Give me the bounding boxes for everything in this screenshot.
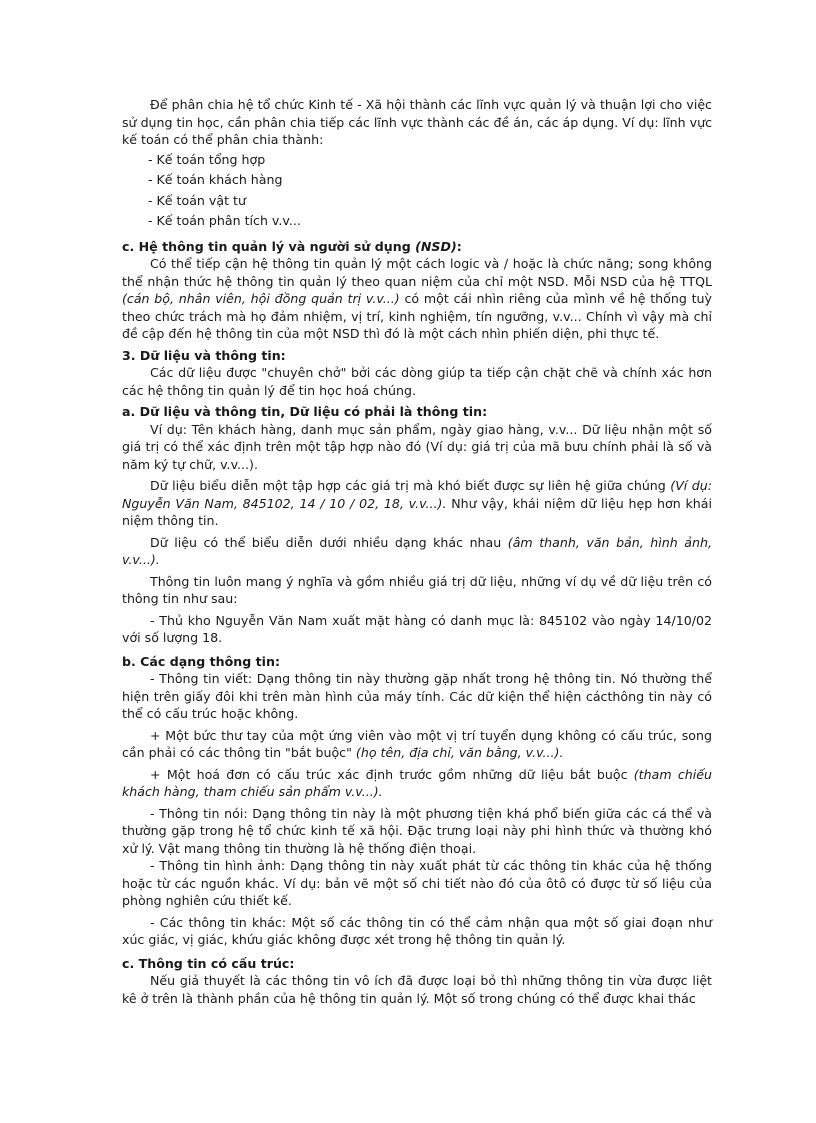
paragraph: - Thông tin viết: Dạng thông tin này thường gặp nhất trong hệ thông tin. Nó thường thể hiện trên giấy đôi khi trên màn hình của máy tính. Các dữ kiện thể hiện cácthông tin này có thể có cấu trúc hoặc không. (122, 671, 712, 721)
paragraph: Ví dụ: Tên khách hàng, danh mục sản phẩm, ngày giao hàng, v.v... Dữ liệu nhận một số giá trị có thể xác định trên một tập hợp nào đó (Ví dụ: giá trị của mã bưu chính phải là số và năm ký tự chữ, v.v...). (122, 421, 712, 472)
paragraph: + Một hoá đơn có cấu trúc xác định trước gồm những dữ liệu bắt buộc (tham chiếu khách hàng, tham chiếu sản phẩm v.v...). (122, 766, 712, 799)
paragraph: - Thông tin hình ảnh: Dạng thông tin này xuất phát từ các thông tin khác của hệ thống hoặc từ các nguồn khác. Ví dụ: bản vẽ một số chi tiết nào đó của ôtô có được từ số liệu của phòng nghiên cứu thiết kế. (122, 858, 712, 908)
section-heading-info-types: b. Các dạng thông tin: (122, 653, 280, 669)
paragraph: + Một bức thư tay của một ứng viên vào một vị trí tuyển dụng không có cấu trúc, song cần phải có các thông tin "bắt buộc" (họ tên, địa chỉ, văn bằng, v.v...). (122, 727, 712, 760)
accounting-list (122, 150, 712, 232)
list-item: - Kế toán phân tích v.v... (148, 213, 301, 228)
paragraph: - Thủ kho Nguyễn Văn Nam xuất mặt hàng có danh mục là: 845102 vào ngày 14/10/02 với số lượng 18. (122, 612, 712, 645)
section-heading-mis-users: c. Hệ thông tin quản lý và người sử dụng (NSD): (122, 238, 462, 254)
section-heading-data-info: 3. Dữ liệu và thông tin: (122, 347, 286, 363)
list-item: - Kế toán tổng hợp (148, 151, 266, 167)
intro-paragraph: Để phân chia hệ tổ chức Kinh tế - Xã hội thành các lĩnh vực quản lý và thuận lợi cho việc sử dụng tin học, cần phân chia tiếp các lĩnh vực thành các đề án, các áp dụng. Ví dụ: lĩnh vực kế toán có thể phân chia thành: (122, 97, 712, 147)
paragraph: Các dữ liệu được "chuyên chở" bởi các dòng giúp ta tiếp cận chặt chẽ và chính xác hơn các hệ thông tin quản lý để tin học hoá chúng. (122, 365, 712, 398)
paragraph: Nếu giả thuyết là các thông tin vô ích đã được loại bỏ thì những thông tin vừa được liệt kê ở trên là thành phần của hệ thông tin quản lý. Một số trong chúng có thể được khai thác (122, 973, 712, 1006)
paragraph: Dữ liệu có thể biểu diễn dưới nhiều dạng khác nhau (âm thanh, văn bản, hình ảnh, v.v...). (122, 534, 712, 567)
paragraph: - Các thông tin khác: Một số các thông tin có thể cảm nhận qua một số giai đoạn như xúc giác, vị giác, khứu giác không được xét trong hệ thông tin quản lý. (122, 914, 712, 947)
paragraph: Có thể tiếp cận hệ thông tin quản lý một cách logic và / hoặc là chức năng; song không thể nhận thức hệ thông tin quản lý theo quan niệm của chỉ một NSD. Mỗi NSD của hệ TTQL (cán bộ, nhân viên, hội đồng quản trị v.v...) có một cái nhìn riêng của mình về hệ thống tuỳ theo chức trách mà họ đảm nhiệm, vị trí, kinh nghiệm, tín ngưỡng, v.v... Chính vì vậy mà chỉ đề cập đến hệ thông tin của một NSD thì đó là một cách nhìn phiến diện, phi thực tế. (122, 256, 712, 341)
document-page (122, 96, 712, 1007)
list-item: - Kế toán vật tư (148, 192, 246, 208)
list-item: - Kế toán khách hàng (148, 172, 283, 187)
section-heading-structured-info: c. Thông tin có cấu trúc: (122, 955, 295, 971)
paragraph: Dữ liệu biểu diễn một tập hợp các giá trị mà khó biết được sự liên hệ giữa chúng (Ví dụ: Nguyễn Văn Nam, 845102, 14 / 10 / 02, 18, v.v...). Như vậy, khái niệm dữ liệu hẹp hơn khái niệm thông tin. (122, 478, 712, 528)
paragraph: - Thông tin nói: Dạng thông tin này là một phương tiện khá phổ biến giữa các cá thể và thường gặp trong hệ tổ chức kinh tế xã hội. Đặc trưng loại này phi hình thức và thường khó xử lý. Vật mang thông tin thường là hệ thống điện thoại. (122, 805, 712, 856)
section-heading-data-vs-info: a. Dữ liệu và thông tin, Dữ liệu có phải là thông tin: (122, 404, 488, 419)
paragraph: Thông tin luôn mang ý nghĩa và gồm nhiều giá trị dữ liệu, những ví dụ về dữ liệu trên có thông tin như sau: (122, 573, 712, 606)
